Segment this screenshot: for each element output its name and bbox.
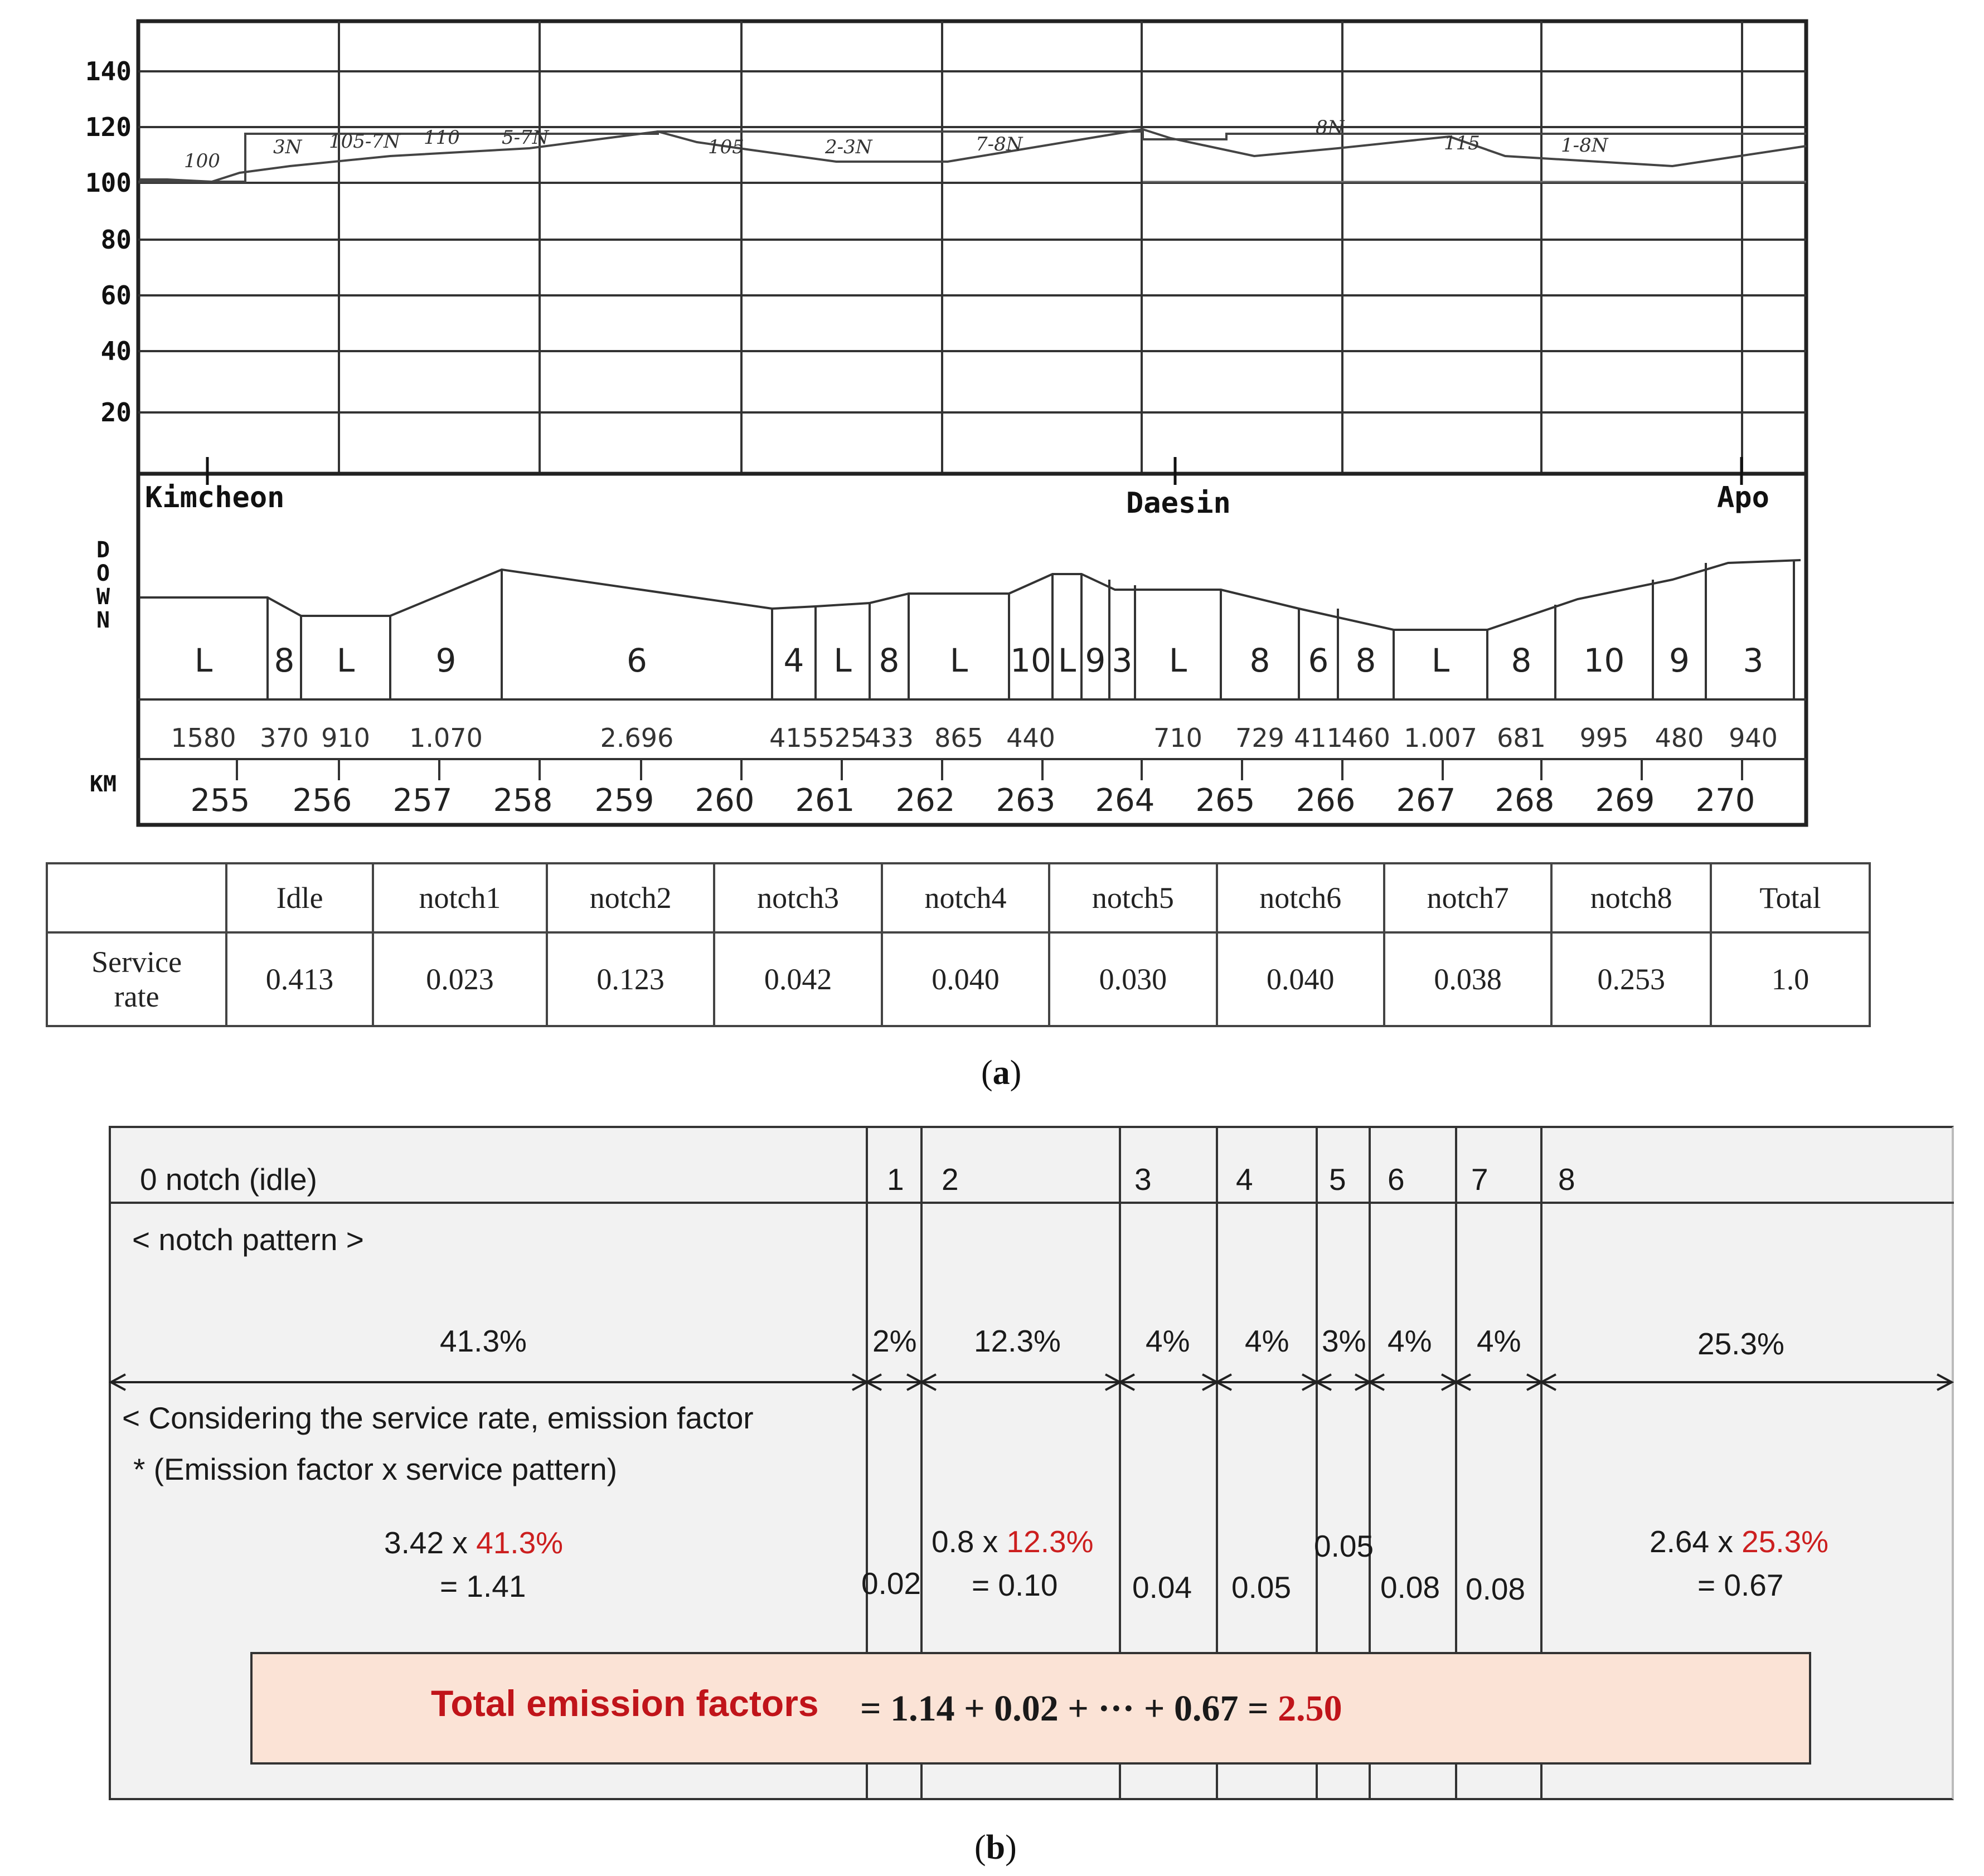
table-header-cell: notch7	[1384, 863, 1551, 932]
km-tick-label: 257	[392, 783, 453, 819]
y-tick-label: 140	[85, 56, 132, 86]
table-cell: 0.253	[1551, 932, 1711, 1026]
considering-line2: * (Emission factor x service pattern)	[133, 1452, 618, 1486]
grade-label: 3	[1112, 641, 1133, 679]
calc-notch8: 2.64 x 25.3%	[1650, 1524, 1829, 1559]
segment-length-label: 440	[1006, 723, 1055, 753]
considering-line1: < Considering the service rate, emission factor	[122, 1401, 754, 1435]
km-tick-label: 263	[996, 783, 1056, 819]
segment-length-label: 681	[1497, 723, 1546, 753]
segment-length-label: 1580	[171, 723, 236, 753]
segment-length-label: 729	[1235, 723, 1284, 753]
track-profile-diagram	[0, 0, 1984, 830]
table-header-cell: Idle	[226, 863, 373, 932]
table-cell: 0.038	[1384, 932, 1551, 1026]
direction-letter: N	[96, 607, 110, 633]
calc-notch5: 0.05	[1314, 1529, 1374, 1563]
segment-length-label: 710	[1153, 723, 1202, 753]
station-label: Daesin	[1126, 487, 1231, 520]
grade-label: L	[1431, 641, 1450, 679]
station-label: Kimcheon	[145, 481, 285, 514]
direction-letter: D	[96, 537, 110, 563]
percent-notch3: 4%	[1146, 1324, 1190, 1358]
table-header-row	[47, 863, 1870, 932]
table-header-cell: notch2	[547, 863, 714, 932]
calc-notch8-result: = 0.67	[1697, 1568, 1784, 1602]
calc-notch3: 0.04	[1132, 1570, 1192, 1605]
table-cell: 0.042	[714, 932, 881, 1026]
segment-length-label: 411	[1294, 723, 1343, 753]
caption-b: (b)	[974, 1829, 1017, 1867]
segment-length-label: 940	[1729, 723, 1778, 753]
percent-notch4: 4%	[1245, 1324, 1289, 1358]
grade-label: 9	[1669, 641, 1690, 679]
table-header-cell: notch4	[882, 863, 1049, 932]
notch-header-7: 7	[1471, 1162, 1488, 1197]
km-tick-label: 266	[1296, 783, 1356, 819]
profile-speed-label: 3N	[273, 136, 302, 158]
km-tick-label: 269	[1595, 783, 1655, 819]
calc-notch2-result: = 0.10	[972, 1568, 1058, 1602]
grade-label: 10	[1010, 641, 1051, 679]
table-header-cell	[47, 863, 226, 932]
notch-header-8: 8	[1558, 1162, 1575, 1197]
table-cell: 0.123	[547, 932, 714, 1026]
service-rate-table	[46, 862, 1871, 1027]
table-header-cell: notch8	[1551, 863, 1711, 932]
segment-length-label: 480	[1655, 723, 1704, 753]
notch-header-2: 2	[942, 1162, 959, 1197]
km-axis-label: KM	[89, 771, 117, 797]
km-tick-label: 267	[1396, 783, 1456, 819]
grade-label: 8	[1511, 641, 1532, 679]
segment-length-label: 2.696	[600, 723, 674, 753]
row-label-line2: rate	[114, 980, 159, 1013]
segment-length-label: 1.070	[409, 723, 483, 753]
km-tick-label: 259	[594, 783, 654, 819]
table-header-cell: notch6	[1217, 863, 1384, 932]
notch-pattern-title: < notch pattern >	[132, 1222, 364, 1257]
y-tick-label: 20	[100, 397, 132, 427]
grade-label: 6	[627, 641, 647, 679]
notch-header-6: 6	[1388, 1162, 1405, 1197]
profile-speed-label: 1-8N	[1561, 134, 1608, 157]
percent-notch8: 25.3%	[1697, 1326, 1784, 1361]
table-cell: 0.413	[226, 932, 373, 1026]
grade-label: 4	[783, 641, 804, 679]
km-tick-label: 262	[895, 783, 955, 819]
total-emission-label: Total emission factors	[431, 1683, 819, 1724]
km-tick-label: 268	[1495, 783, 1555, 819]
calc-notch2: 0.8 x 12.3%	[932, 1524, 1094, 1559]
calc-notch7: 0.08	[1466, 1572, 1526, 1606]
y-tick-label: 60	[100, 280, 132, 310]
grade-label: L	[336, 641, 355, 679]
km-tick-label: 261	[795, 783, 855, 819]
grade-label: L	[949, 641, 968, 679]
km-tick-label: 256	[292, 783, 352, 819]
grade-label: L	[833, 641, 852, 679]
profile-speed-label: 5-7N	[502, 127, 549, 149]
table-cell: 0.040	[882, 932, 1049, 1026]
calc-notch6: 0.08	[1380, 1570, 1440, 1605]
segment-length-label: 910	[321, 723, 370, 753]
y-tick-label: 80	[100, 225, 132, 255]
grade-label: 10	[1583, 641, 1625, 679]
y-tick-label: 120	[85, 112, 132, 142]
grade-label: L	[194, 641, 213, 679]
notch-header-4: 4	[1236, 1162, 1253, 1197]
direction-letter: O	[96, 561, 110, 586]
profile-speed-label: 115	[1444, 132, 1480, 154]
percent-idle: 41.3%	[440, 1324, 527, 1358]
profile-speed-label: 2-3N	[825, 136, 872, 158]
grade-label: 8	[1355, 641, 1376, 679]
emission-factor-panel	[109, 1126, 1954, 1800]
grade-label: 8	[274, 641, 295, 679]
table-cell: 0.030	[1049, 932, 1216, 1026]
grade-label: 6	[1308, 641, 1329, 679]
table-cell: 0.023	[373, 932, 547, 1026]
grade-label: 3	[1743, 641, 1764, 679]
total-emission-equation: = 1.14 + 0.02 + ··· + 0.67 = 2.50	[860, 1688, 1342, 1729]
grade-label: 8	[879, 641, 900, 679]
notch-header-idle: 0 notch (idle)	[140, 1162, 317, 1197]
km-tick-label: 255	[190, 783, 250, 819]
direction-letter: W	[96, 584, 110, 610]
segment-length-label: 415	[769, 723, 818, 753]
notch-header-3: 3	[1134, 1162, 1152, 1197]
segment-length-label: 995	[1579, 723, 1629, 753]
row-label-line1: Service	[91, 945, 182, 979]
percent-notch6: 4%	[1388, 1324, 1432, 1358]
segment-length-label: 525	[818, 723, 867, 753]
profile-speed-label: 7-8N	[976, 133, 1023, 155]
grade-label: 9	[1085, 641, 1106, 679]
grade-label: 8	[1249, 641, 1270, 679]
segment-length-label: 370	[260, 723, 309, 753]
segment-length-label: 1.007	[1404, 723, 1477, 753]
calc-notch1: 0.02	[861, 1566, 921, 1601]
speed-profile-frame	[138, 21, 1806, 474]
table-header-cell: notch1	[373, 863, 547, 932]
table-header-cell: notch3	[714, 863, 881, 932]
notch-header-1: 1	[887, 1162, 904, 1197]
station-label: Apo	[1717, 481, 1769, 514]
percent-notch5: 3%	[1322, 1324, 1366, 1358]
table-cell: 0.040	[1217, 932, 1384, 1026]
profile-speed-label: 110	[424, 127, 460, 149]
profile-speed-label: 105-7N	[329, 130, 400, 153]
km-tick-label: 270	[1695, 783, 1755, 819]
caption-a: (a)	[981, 1054, 1022, 1092]
y-tick-label: 40	[100, 336, 132, 366]
calc-idle-result: = 1.41	[440, 1569, 526, 1603]
segment-length-label: 460	[1341, 723, 1390, 753]
percent-notch1: 2%	[872, 1324, 917, 1358]
table-header-cell: Total	[1711, 863, 1870, 932]
profile-speed-label: 8N	[1316, 116, 1345, 139]
y-tick-label: 100	[85, 168, 132, 198]
profile-speed-label: 105	[708, 136, 744, 158]
segment-length-label: 865	[934, 723, 983, 753]
grade-label: 9	[435, 641, 457, 679]
km-tick-label: 265	[1195, 783, 1255, 819]
percent-notch2: 12.3%	[974, 1324, 1061, 1358]
segment-length-label: 433	[865, 723, 914, 753]
calc-notch4: 0.05	[1231, 1570, 1292, 1605]
table-cell: 1.0	[1711, 932, 1870, 1026]
km-tick-label: 264	[1095, 783, 1155, 819]
profile-speed-label: 100	[184, 150, 220, 172]
km-tick-label: 260	[695, 783, 755, 819]
total-emission-box	[250, 1652, 1811, 1765]
row-label	[47, 932, 226, 1026]
service-rate-row	[47, 932, 1870, 1026]
grade-label: L	[1168, 641, 1187, 679]
calc-idle: 3.42 x 41.3%	[384, 1525, 564, 1560]
notch-header-5: 5	[1329, 1162, 1346, 1197]
km-tick-label: 258	[493, 783, 553, 819]
grade-label: L	[1058, 641, 1076, 679]
table-header-cell: notch5	[1049, 863, 1216, 932]
percent-notch7: 4%	[1477, 1324, 1521, 1358]
